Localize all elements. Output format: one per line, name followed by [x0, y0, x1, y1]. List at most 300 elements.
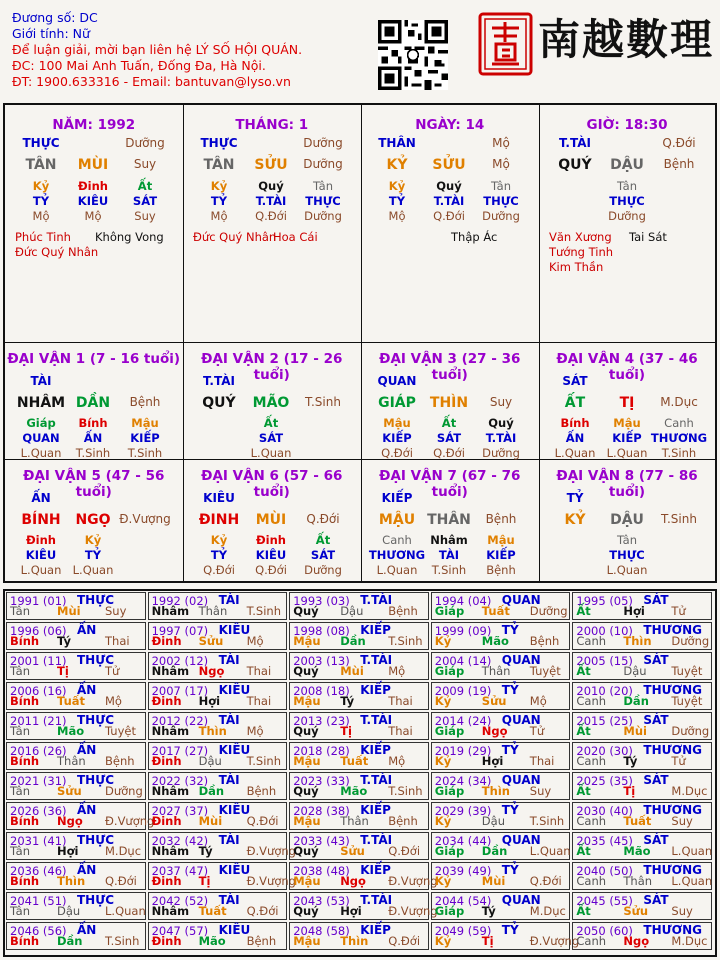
year-branch: Mão: [623, 844, 651, 858]
hidden-gods-row: [183, 194, 361, 210]
year-god: TÀI: [218, 833, 240, 847]
year-label: 1994 (04): [434, 594, 492, 608]
dai-van-title: ĐẠI VẬN 4 (37 - 46 tuổi): [556, 351, 698, 383]
earthly-branch: MÙI: [255, 512, 287, 528]
year-stage: T.Sinh: [105, 934, 140, 948]
year-cell: [572, 862, 712, 890]
year-god: QUAN: [501, 653, 541, 667]
year-branch: Dậu: [481, 814, 505, 828]
year-branch: Thân: [623, 874, 653, 888]
year-label: 2011 (21): [10, 714, 67, 728]
hidden-stem: Nhâm: [430, 533, 468, 547]
hidden-stems-row: [5, 416, 183, 432]
header-info: [12, 10, 372, 90]
ten-god: THÂN: [378, 136, 416, 150]
year-stem: Giáp: [434, 664, 465, 678]
year-stem: Tân: [10, 844, 31, 858]
year-stem: Tân: [10, 724, 31, 738]
year-stem: Bính: [10, 694, 40, 708]
year-branch: Mùi: [623, 724, 647, 738]
year-stem: Canh: [576, 694, 607, 708]
year-god: THƯƠNG: [643, 623, 703, 637]
year-god: TÀI: [218, 653, 240, 667]
hidden-stem: Ất: [441, 416, 457, 430]
hidden-stem: Kỷ: [210, 179, 228, 193]
year-cell: [148, 622, 288, 650]
year-god: THỰC: [77, 773, 115, 787]
hidden-god: ẤN: [565, 431, 585, 445]
hidden-stages-row: [183, 209, 361, 225]
hidden-stage: T.Sinh: [75, 446, 111, 460]
branch-stage: Bệnh: [485, 512, 517, 526]
pillar-main-row: [183, 157, 361, 173]
pillar-main-row: [5, 157, 183, 173]
year-stem: Đinh: [151, 754, 182, 768]
branch-stage: Suy: [489, 395, 513, 409]
year-stage: Q.Đới: [529, 874, 562, 888]
dai-van-god-row: [361, 491, 539, 507]
earthly-branch: MÙI: [77, 157, 109, 173]
year-stage: T.Sinh: [529, 814, 565, 828]
dai-van-title: ĐẠI VẬN 1 (7 - 16 tuổi): [7, 351, 181, 367]
year-god: ẤN: [77, 743, 97, 757]
year-stem: Nhâm: [151, 844, 190, 858]
dai-van-god-row: [539, 491, 715, 507]
year-god: TỶ: [501, 923, 519, 937]
dai-van-god-row: [539, 374, 715, 390]
year-god: KIẾP: [360, 683, 391, 697]
year-stem: Ất: [576, 844, 591, 858]
year-branch: Hợi: [57, 844, 79, 858]
year-stem: Bính: [10, 934, 40, 948]
hidden-god: SÁT: [258, 431, 284, 445]
year-branch: Tị: [57, 664, 69, 678]
special-star: Kim Thần: [549, 260, 604, 274]
heavenly-stem: TÂN: [203, 157, 235, 173]
heavenly-stem: NHÂM: [16, 395, 66, 411]
year-stem: Mậu: [293, 934, 321, 948]
annual-luck-grid: [3, 589, 717, 957]
year-cell: [572, 712, 712, 740]
heavenly-stem: TÂN: [25, 157, 57, 173]
year-god: SÁT: [643, 773, 669, 787]
year-label: 2044 (54): [434, 894, 492, 908]
year-god: QUAN: [501, 593, 541, 607]
address: ĐC: 100 Mai Anh Tuấn, Đống Đa, Hà Nội.: [12, 58, 266, 73]
hidden-stem: Quý: [488, 416, 514, 430]
hidden-god: KIÊU: [255, 548, 287, 562]
year-branch: Thân: [198, 604, 228, 618]
year-god: T.TÀI: [360, 713, 393, 727]
year-branch: Thìn: [623, 634, 652, 648]
hidden-stage: Mộ: [32, 209, 50, 223]
hidden-stems-row: [361, 179, 539, 195]
year-cell: [431, 712, 571, 740]
hidden-stems-row: [361, 416, 539, 432]
year-god: TỶ: [501, 803, 519, 817]
hidden-god: TỶ: [84, 548, 102, 562]
year-branch: Hợi: [623, 604, 645, 618]
year-label: 2043 (53): [293, 894, 350, 908]
year-stem: Ất: [576, 784, 591, 798]
year-god: QUAN: [501, 893, 541, 907]
year-branch: Ngọ: [198, 664, 225, 678]
year-stage: Q.Đới: [105, 874, 137, 888]
year-label: 2014 (24): [434, 714, 492, 728]
year-stage: Mộ: [388, 754, 406, 768]
hidden-gods-row: [183, 431, 361, 447]
year-stage: Đ.Vượng: [246, 844, 296, 858]
year-stage: Thai: [105, 634, 130, 648]
year-branch: Mùi: [340, 664, 364, 678]
pillar-main-row: [361, 157, 539, 173]
year-label: 2045 (55): [576, 894, 633, 908]
year-cell: [289, 862, 438, 890]
year-god: T.TÀI: [360, 833, 393, 847]
year-god: ẤN: [77, 923, 97, 937]
earthly-branch: THÂN: [427, 512, 471, 528]
year-stem: Tân: [10, 904, 31, 918]
hidden-stage: Q.Đới: [381, 446, 413, 460]
brand-logo-text: 南越數理: [538, 15, 715, 64]
hidden-stems-row: [183, 533, 361, 549]
year-stage: Mộ: [388, 664, 406, 678]
year-label: 2009 (19): [434, 684, 492, 698]
year-label: 1991 (01): [10, 594, 67, 608]
hidden-stages-row: [539, 563, 715, 579]
pillar-4: [539, 105, 715, 343]
year-stage: Tuyệt: [529, 664, 561, 678]
year-cell: [6, 652, 146, 680]
year-god: THƯƠNG: [643, 803, 703, 817]
year-cell: [572, 922, 712, 950]
year-stem: Canh: [576, 814, 607, 828]
year-god: TỶ: [501, 743, 519, 757]
year-label: 1992 (02): [151, 594, 209, 608]
pillar-2: [183, 105, 362, 343]
stage: Mộ: [492, 136, 510, 150]
year-label: 2039 (49): [434, 864, 492, 878]
hidden-god: TÀI: [438, 548, 460, 562]
hidden-god: T.TÀI: [255, 194, 287, 208]
year-label: 2006 (16): [10, 684, 67, 698]
year-stage: Tử: [671, 754, 686, 768]
year-stage: Bệnh: [246, 934, 277, 948]
year-god: TÀI: [218, 773, 240, 787]
hidden-god: KIẾP: [130, 431, 160, 445]
year-stage: Tử: [105, 664, 120, 678]
dai-van-main-row: [183, 512, 361, 528]
hidden-gods-row: [361, 194, 539, 210]
year-branch: Sửu: [198, 634, 224, 648]
year-cell: [6, 802, 155, 830]
year-cell: [148, 922, 288, 950]
hidden-god: TỶ: [32, 194, 50, 208]
year-label: 2018 (28): [293, 744, 350, 758]
heavenly-stem: GIÁP: [378, 395, 416, 411]
year-branch: Sửu: [623, 904, 649, 918]
year-stage: Đ.Vượng: [246, 874, 296, 888]
hidden-stem: Quý: [436, 179, 462, 193]
year-branch: Thìn: [340, 934, 369, 948]
year-label: 2028 (38): [293, 804, 350, 818]
gender: Giới tính: Nữ: [12, 26, 90, 41]
dai-van-title: ĐẠI VẬN 2 (17 - 26 tuổi): [201, 351, 343, 383]
branch-stage: Q.Đới: [306, 512, 340, 526]
year-god: KIẾP: [360, 923, 391, 937]
year-god: TỶ: [501, 683, 519, 697]
ten-god: THỰC: [200, 136, 238, 150]
year-label: 2003 (13): [293, 654, 350, 668]
hidden-stems-row: [539, 533, 715, 549]
hidden-gods-row: [5, 548, 183, 564]
year-label: 2001 (11): [10, 654, 67, 668]
year-stem: Bính: [10, 634, 40, 648]
year-cell: [148, 832, 296, 860]
year-stage: M.Dục: [671, 784, 708, 798]
year-branch: Dần: [340, 634, 366, 648]
year-stem: Giáp: [434, 604, 465, 618]
year-stage: T.Sinh: [388, 634, 423, 648]
year-stage: Tử: [671, 604, 686, 618]
year-cell: [6, 622, 146, 650]
heavenly-stem: ĐINH: [198, 512, 240, 528]
year-branch: Tuất: [57, 694, 86, 708]
year-branch: Thìn: [198, 724, 227, 738]
year-cell: [148, 892, 288, 920]
year-stage: Bệnh: [388, 604, 418, 618]
year-stem: Đinh: [151, 694, 182, 708]
hidden-stage: L.Quan: [20, 446, 62, 460]
year-cell: [431, 832, 571, 860]
year-stage: Suy: [105, 604, 127, 618]
dai-van-title: ĐẠI VẬN 6 (57 - 66 tuổi): [201, 468, 343, 500]
hidden-stage: Bệnh: [486, 563, 516, 577]
year-stem: Quý: [293, 784, 319, 798]
year-label: 2000 (10): [576, 624, 633, 638]
branch-stage: Dưỡng: [303, 157, 343, 171]
year-god: KIÊU: [218, 803, 251, 817]
hidden-stems-row: [183, 179, 361, 195]
hidden-stage: Q.Đới: [433, 209, 465, 223]
year-label: 2042 (52): [151, 894, 209, 908]
year-stem: Ất: [576, 664, 591, 678]
year-branch: Mùi: [57, 604, 81, 618]
year-god: T.TÀI: [360, 773, 393, 787]
year-label: 2040 (50): [576, 864, 633, 878]
hidden-stages-row: [183, 563, 361, 579]
ten-god: TÀI: [30, 374, 52, 388]
year-label: 2033 (43): [293, 834, 350, 848]
year-branch: Ngọ: [481, 724, 508, 738]
year-stage: Q.Đới: [246, 814, 279, 828]
year-branch: Mão: [198, 934, 226, 948]
year-god: KIẾP: [360, 803, 391, 817]
year-cell: [431, 892, 571, 920]
year-god: T.TÀI: [360, 893, 393, 907]
year-label: 1999 (09): [434, 624, 492, 638]
year-cell: [6, 742, 146, 770]
hidden-gods-row: [183, 548, 361, 564]
hidden-stages-row: [539, 209, 715, 225]
year-branch: Sửu: [57, 784, 82, 798]
hidden-stem: Bính: [560, 416, 590, 430]
year-god: TỶ: [501, 863, 519, 877]
hidden-gods-row: [539, 431, 715, 447]
year-branch: Sửu: [481, 694, 507, 708]
year-cell: [289, 922, 429, 950]
year-stage: Bệnh: [388, 814, 418, 828]
year-stage: Q.Đới: [246, 904, 279, 918]
pillar-title: THÁNG: 1: [235, 117, 309, 133]
year-stage: Bệnh: [529, 634, 560, 648]
year-stem: Canh: [576, 934, 607, 948]
year-god: THƯƠNG: [643, 683, 703, 697]
earthly-branch: DẬU: [610, 157, 644, 173]
year-cell: [431, 682, 571, 710]
year-cell: [148, 652, 288, 680]
year-stem: Kỷ: [434, 694, 452, 708]
year-god: QUAN: [501, 833, 541, 847]
year-label: 2008 (18): [293, 684, 350, 698]
dai-van-4: [539, 343, 715, 460]
hidden-stem: Giáp: [26, 416, 56, 430]
year-stage: M.Dục: [105, 844, 142, 858]
hidden-god: THỰC: [483, 194, 519, 208]
special-star: Không Vong: [95, 230, 164, 244]
year-branch: Dậu: [198, 754, 222, 768]
year-label: 2034 (44): [434, 834, 492, 848]
ten-god: T.TÀI: [559, 136, 591, 150]
year-stem: Canh: [576, 634, 607, 648]
year-stage: Tuyệt: [671, 664, 703, 678]
hidden-god: ẤN: [83, 431, 103, 445]
hidden-stages-row: [361, 209, 539, 225]
hidden-stems-row: [539, 179, 715, 195]
branch-stage: T.Sinh: [661, 512, 697, 526]
special-star: Tướng Tinh: [549, 245, 614, 259]
year-stem: Kỷ: [434, 634, 452, 648]
year-god: TÀI: [218, 713, 240, 727]
year-stage: Mộ: [246, 724, 264, 738]
hidden-stages-row: [5, 209, 183, 225]
dai-van-main-row: [539, 512, 715, 528]
year-label: 2038 (48): [293, 864, 350, 878]
year-god: SÁT: [643, 833, 669, 847]
year-stage: T.Sinh: [388, 784, 423, 798]
dai-van-8: [539, 460, 715, 581]
year-cell: [6, 592, 146, 620]
year-cell: [289, 622, 429, 650]
year-label: 2005 (15): [576, 654, 633, 668]
year-god: THỰC: [77, 833, 115, 847]
hidden-god: THỰC: [609, 548, 645, 562]
branch-stage: Bệnh: [129, 395, 161, 409]
hidden-stage: T.Sinh: [661, 446, 697, 460]
year-stage: T.Sinh: [246, 754, 281, 768]
hidden-stage: L.Quan: [376, 563, 418, 577]
hidden-stem: Ất: [137, 179, 153, 193]
year-branch: Tý: [623, 754, 638, 768]
year-cell: [6, 832, 146, 860]
hidden-stage: L.Quan: [72, 563, 114, 577]
hidden-stem: Tân: [312, 179, 334, 193]
dai-van-1: [5, 343, 184, 460]
year-stem: Ất: [576, 904, 591, 918]
year-stem: Đinh: [151, 814, 182, 828]
year-stem: Mậu: [293, 814, 321, 828]
year-branch: Tị: [198, 874, 211, 888]
year-branch: Tuất: [198, 904, 227, 918]
year-stem: Mậu: [293, 874, 321, 888]
heavenly-stem: QUÝ: [558, 157, 592, 173]
qr-code-icon: [378, 20, 448, 90]
year-god: ẤN: [77, 863, 97, 877]
dai-van-7: [361, 460, 540, 581]
dai-van-title: ĐẠI VẬN 8 (77 - 86 tuổi): [556, 468, 698, 500]
hidden-stem: Kỷ: [84, 533, 102, 547]
hidden-gods-row: [5, 431, 183, 447]
dai-van-main-row: [361, 395, 539, 411]
ten-god: KIẾP: [381, 491, 413, 505]
year-cell: [289, 652, 429, 680]
year-cell: [148, 592, 288, 620]
hidden-god: SÁT: [310, 548, 336, 562]
hidden-stems-row: [539, 416, 715, 432]
special-star: Tai Sát: [629, 230, 667, 244]
hidden-stem: Bính: [78, 416, 108, 430]
hidden-stem: Đinh: [256, 533, 286, 547]
hidden-stem: Tân: [616, 179, 638, 193]
hidden-stage: L.Quan: [250, 446, 292, 460]
year-branch: Mão: [481, 634, 509, 648]
year-stage: Đ.Vượng: [105, 814, 155, 828]
year-stem: Kỷ: [434, 814, 452, 828]
earthly-branch: SỬU: [432, 157, 466, 173]
year-stem: Nhâm: [151, 904, 190, 918]
year-stem: Kỷ: [434, 874, 452, 888]
pillar-god-row: [5, 136, 183, 152]
year-cell: [572, 802, 712, 830]
year-label: 2036 (46): [10, 864, 67, 878]
hidden-stage: Dưỡng: [608, 209, 646, 223]
year-stage: Mộ: [246, 634, 264, 648]
hidden-stage: Dưỡng: [304, 563, 342, 577]
dai-van-3: [361, 343, 540, 460]
heavenly-stem: ẤT: [564, 395, 586, 411]
year-cell: [572, 772, 712, 800]
year-label: 1996 (06): [10, 624, 67, 638]
year-label: 2024 (34): [434, 774, 492, 788]
year-stage: T.Sinh: [246, 604, 281, 618]
year-god: KIÊU: [218, 623, 251, 637]
hidden-stem: Quý: [258, 179, 284, 193]
year-stem: Đinh: [151, 634, 182, 648]
pillar-title: NGÀY: 14: [415, 117, 485, 133]
hidden-stem: Kỷ: [210, 533, 228, 547]
branch-stage: Mộ: [492, 157, 510, 171]
dai-van-main-row: [5, 512, 183, 528]
year-stem: Quý: [293, 604, 319, 618]
year-label: 2019 (29): [434, 744, 492, 758]
year-label: 2032 (42): [151, 834, 209, 848]
year-stage: Tuyệt: [671, 694, 703, 708]
year-cell: [6, 892, 146, 920]
year-stem: Mậu: [293, 634, 321, 648]
special-star: Thập Ác: [451, 230, 498, 244]
hidden-stage: Mộ: [388, 209, 406, 223]
year-label: 2017 (27): [151, 744, 209, 758]
